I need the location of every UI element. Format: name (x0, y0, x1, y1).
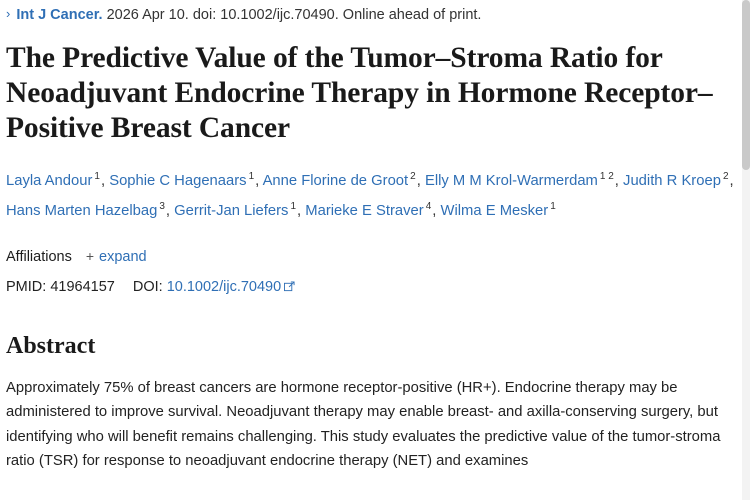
page-scrollbar[interactable] (742, 0, 750, 500)
author-link[interactable]: Sophie C Hagenaars (109, 172, 247, 189)
affiliations-label: Affiliations (6, 248, 72, 265)
author-separator: , (297, 202, 302, 219)
journal-name-link[interactable]: Int J Cancer. (16, 7, 103, 23)
author-entry (174, 200, 302, 219)
author-link[interactable]: Hans Marten Hazelbag (6, 202, 158, 219)
page-title: The Predictive Value of the Tumor–Stroma Ratio for Neoadjuvant Endocrine Therapy in Hormone Receptor–Positive Breast Cancer (6, 42, 713, 144)
expand-affiliations-label: expand (99, 248, 147, 265)
page-scrollbar-thumb[interactable] (742, 0, 750, 170)
author-entry (263, 173, 421, 189)
author-link[interactable]: Judith R Kroep (623, 172, 721, 189)
pmid-value: 41964157 (50, 278, 115, 295)
identifier-row (6, 277, 742, 297)
author-separator: , (432, 202, 437, 219)
author-separator: , (729, 172, 734, 189)
journal-citation-meta: 2026 Apr 10. doi: 10.1002/ijc.70490. Online ahead of print. (106, 7, 482, 23)
author-link[interactable]: Wilma E Mesker (440, 202, 549, 219)
author-affiliation-marker: 1 (248, 171, 255, 182)
author-affiliation-marker: 2 (722, 171, 729, 182)
author-affiliation-marker: 1 (550, 200, 556, 212)
author-entry (6, 200, 171, 219)
doi-link[interactable]: 10.1002/ijc.70490 (166, 278, 282, 295)
author-separator: , (614, 172, 619, 189)
author-link[interactable]: Elly M M Krol-Warmerdam (424, 172, 598, 189)
author-affiliation-marker: 1 (94, 171, 100, 182)
plus-icon: + (85, 247, 95, 264)
author-link[interactable]: Anne Florine de Groot (262, 172, 409, 189)
author-list (6, 164, 736, 224)
author-affiliation-marker: 3 (159, 200, 165, 212)
author-separator: , (100, 172, 106, 189)
author-link[interactable]: Gerrit-Jan Liefers (174, 202, 289, 219)
abstract-heading: Abstract (6, 332, 96, 359)
author-affiliation-marker: 1 2 (599, 171, 614, 182)
affiliations-row (6, 246, 742, 267)
doi-label: DOI: (132, 278, 163, 295)
author-affiliation-marker: 1 (290, 200, 297, 212)
author-link[interactable]: Layla Andour (6, 172, 93, 189)
author-entry (623, 173, 734, 189)
journal-citation-line (4, 0, 742, 25)
abstract-text: Approximately 75% of breast cancers are hormone receptor-positive (HR+). Endocrine therapy may be administered to improve survival. Neoadjuvant therapy may enable breast- and axilla-conserving surgery, but identifying who will benefit remains challenging. This study evaluates the predictive value of the tumor-stroma ratio (TSR) for response to neoadjuvant endocrine therapy (NET) and examines (6, 379, 721, 470)
author-link[interactable]: Marieke E Straver (305, 202, 424, 219)
author-entry (6, 173, 105, 189)
author-entry (109, 173, 259, 189)
author-entry (440, 200, 557, 219)
expand-affiliations-button[interactable] (86, 246, 147, 267)
author-entry (425, 173, 619, 189)
external-link-icon[interactable] (284, 278, 295, 298)
chevron-right-icon[interactable]: › (6, 6, 11, 21)
author-affiliation-marker: 2 (410, 171, 416, 182)
author-separator: , (416, 172, 421, 189)
author-separator: , (165, 202, 171, 219)
author-entry (305, 200, 437, 219)
author-separator: , (255, 172, 260, 189)
pmid-label: PMID: (6, 278, 47, 295)
author-affiliation-marker: 4 (425, 200, 432, 212)
